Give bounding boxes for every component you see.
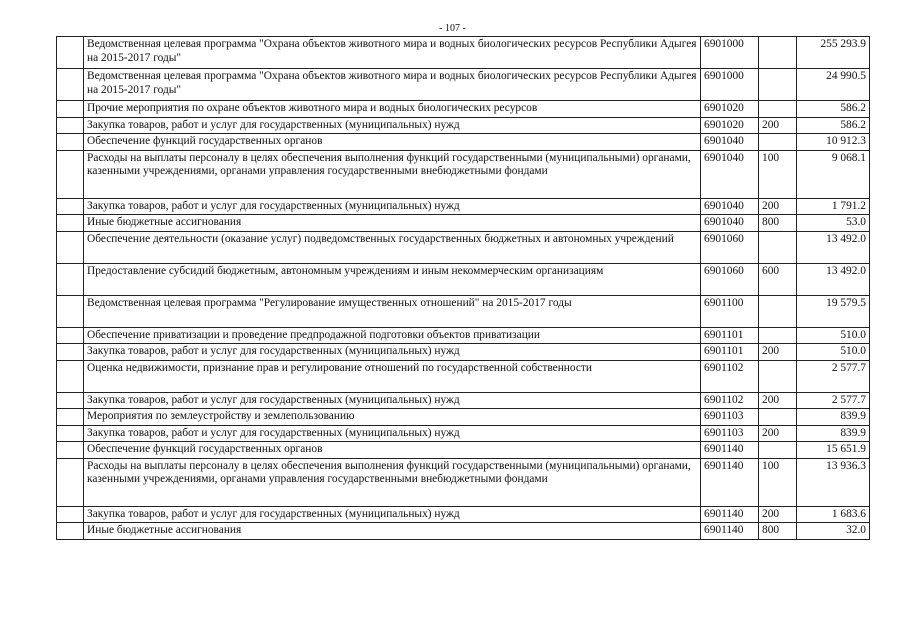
row-number-cell — [57, 392, 84, 409]
expense-type-code-cell — [759, 409, 797, 426]
target-article-code-cell: 6901020 — [701, 117, 759, 134]
amount-cell: 2 577.7 — [797, 360, 870, 392]
expense-name-cell: Закупка товаров, работ и услуг для государственных (муниципальных) нужд — [84, 198, 701, 215]
target-article-code-cell: 6901060 — [701, 231, 759, 263]
amount-cell: 32.0 — [797, 523, 870, 540]
table-row — [57, 458, 870, 506]
row-number-cell — [57, 198, 84, 215]
amount-cell: 13 492.0 — [797, 263, 870, 295]
expense-type-code-cell: 200 — [759, 198, 797, 215]
expense-name-cell: Иные бюджетные ассигнования — [84, 215, 701, 232]
expense-type-code-cell: 100 — [759, 458, 797, 506]
expense-name-cell: Закупка товаров, работ и услуг для государственных (муниципальных) нужд — [84, 344, 701, 361]
amount-cell: 13 936.3 — [797, 458, 870, 506]
table-row — [57, 360, 870, 392]
table-row — [57, 392, 870, 409]
target-article-code-cell: 6901140 — [701, 523, 759, 540]
row-number-cell — [57, 37, 84, 69]
amount-cell: 24 990.5 — [797, 69, 870, 101]
target-article-code-cell: 6901000 — [701, 37, 759, 69]
target-article-code-cell: 6901040 — [701, 150, 759, 198]
row-number-cell — [57, 101, 84, 118]
expense-type-code-cell: 800 — [759, 215, 797, 232]
table-row — [57, 215, 870, 232]
table-row — [57, 344, 870, 361]
expense-type-code-cell: 200 — [759, 117, 797, 134]
row-number-cell — [57, 134, 84, 151]
table-row — [57, 506, 870, 523]
page-number: - 107 - — [439, 23, 466, 34]
row-number-cell — [57, 327, 84, 344]
row-number-cell — [57, 506, 84, 523]
amount-cell: 53.0 — [797, 215, 870, 232]
amount-cell: 9 068.1 — [797, 150, 870, 198]
row-number-cell — [57, 263, 84, 295]
row-number-cell — [57, 231, 84, 263]
expense-name-cell: Расходы на выплаты персоналу в целях обеспечения выполнения функций государственными (муниципальными) органами, казенными учреждениями, органами управления государственными внебюджетными фондами — [84, 458, 701, 506]
row-number-cell — [57, 458, 84, 506]
table-row — [57, 150, 870, 198]
table-row — [57, 327, 870, 344]
target-article-code-cell: 6901103 — [701, 425, 759, 442]
expense-name-cell: Ведомственная целевая программа "Регулирование имущественных отношений" на 2015-2017 годы — [84, 295, 701, 327]
budget-table — [56, 36, 870, 540]
amount-cell: 1 791.2 — [797, 198, 870, 215]
table-row — [57, 37, 870, 69]
target-article-code-cell: 6901100 — [701, 295, 759, 327]
expense-type-code-cell — [759, 69, 797, 101]
table-row — [57, 425, 870, 442]
target-article-code-cell: 6901140 — [701, 442, 759, 459]
expense-name-cell: Расходы на выплаты персоналу в целях обеспечения выполнения функций государственными (муниципальными) органами, казенными учреждениями, органами управления государственными внебюджетными фондами — [84, 150, 701, 198]
budget-table-body — [57, 37, 870, 540]
target-article-code-cell: 6901102 — [701, 392, 759, 409]
amount-cell: 15 651.9 — [797, 442, 870, 459]
table-row — [57, 409, 870, 426]
target-article-code-cell: 6901040 — [701, 198, 759, 215]
expense-name-cell: Ведомственная целевая программа "Охрана объектов животного мира и водных биологических ресурсов Республики Адыгея на 2015-2017 годы" — [84, 69, 701, 101]
amount-cell: 1 683.6 — [797, 506, 870, 523]
row-number-cell — [57, 150, 84, 198]
target-article-code-cell: 6901102 — [701, 360, 759, 392]
amount-cell: 255 293.9 — [797, 37, 870, 69]
table-row — [57, 263, 870, 295]
expense-type-code-cell — [759, 101, 797, 118]
target-article-code-cell: 6901140 — [701, 458, 759, 506]
amount-cell: 10 912.3 — [797, 134, 870, 151]
target-article-code-cell: 6901020 — [701, 101, 759, 118]
amount-cell: 586.2 — [797, 117, 870, 134]
row-number-cell — [57, 295, 84, 327]
target-article-code-cell: 6901060 — [701, 263, 759, 295]
expense-type-code-cell: 200 — [759, 425, 797, 442]
table-row — [57, 134, 870, 151]
expense-name-cell: Закупка товаров, работ и услуг для государственных (муниципальных) нужд — [84, 506, 701, 523]
expense-type-code-cell — [759, 231, 797, 263]
expense-name-cell: Обеспечение деятельности (оказание услуг) подведомственных государственных бюджетных и автономных учреждений — [84, 231, 701, 263]
expense-type-code-cell: 100 — [759, 150, 797, 198]
expense-type-code-cell — [759, 295, 797, 327]
expense-type-code-cell: 200 — [759, 344, 797, 361]
table-row — [57, 69, 870, 101]
expense-name-cell: Иные бюджетные ассигнования — [84, 523, 701, 540]
amount-cell: 510.0 — [797, 327, 870, 344]
expense-type-code-cell: 600 — [759, 263, 797, 295]
row-number-cell — [57, 344, 84, 361]
table-row — [57, 231, 870, 263]
expense-name-cell: Ведомственная целевая программа "Охрана объектов животного мира и водных биологических ресурсов Республики Адыгея на 2015-2017 годы" — [84, 37, 701, 69]
expense-name-cell: Прочие мероприятия по охране объектов животного мира и водных биологических ресурсов — [84, 101, 701, 118]
amount-cell: 510.0 — [797, 344, 870, 361]
expense-name-cell: Предоставление субсидий бюджетным, автономным учреждениям и иным некоммерческим организациям — [84, 263, 701, 295]
target-article-code-cell: 6901040 — [701, 215, 759, 232]
expense-type-code-cell: 200 — [759, 506, 797, 523]
expense-type-code-cell: 800 — [759, 523, 797, 540]
expense-name-cell: Обеспечение функций государственных органов — [84, 134, 701, 151]
expense-type-code-cell — [759, 442, 797, 459]
expense-type-code-cell: 200 — [759, 392, 797, 409]
expense-name-cell: Обеспечение приватизации и проведение предпродажной подготовки объектов приватизации — [84, 327, 701, 344]
row-number-cell — [57, 215, 84, 232]
expense-type-code-cell — [759, 327, 797, 344]
amount-cell: 839.9 — [797, 425, 870, 442]
table-row — [57, 442, 870, 459]
expense-name-cell: Мероприятия по землеустройству и землепользованию — [84, 409, 701, 426]
target-article-code-cell: 6901103 — [701, 409, 759, 426]
expense-name-cell: Обеспечение функций государственных органов — [84, 442, 701, 459]
row-number-cell — [57, 442, 84, 459]
amount-cell: 13 492.0 — [797, 231, 870, 263]
row-number-cell — [57, 409, 84, 426]
expense-name-cell: Закупка товаров, работ и услуг для государственных (муниципальных) нужд — [84, 425, 701, 442]
table-row — [57, 198, 870, 215]
target-article-code-cell: 6901101 — [701, 327, 759, 344]
expense-name-cell: Оценка недвижимости, признание прав и регулирование отношений по государственной собственности — [84, 360, 701, 392]
table-row — [57, 295, 870, 327]
amount-cell: 586.2 — [797, 101, 870, 118]
table-row — [57, 101, 870, 118]
expense-name-cell: Закупка товаров, работ и услуг для государственных (муниципальных) нужд — [84, 117, 701, 134]
row-number-cell — [57, 117, 84, 134]
target-article-code-cell: 6901101 — [701, 344, 759, 361]
amount-cell: 19 579.5 — [797, 295, 870, 327]
amount-cell: 2 577.7 — [797, 392, 870, 409]
amount-cell: 839.9 — [797, 409, 870, 426]
expense-type-code-cell — [759, 134, 797, 151]
target-article-code-cell: 6901140 — [701, 506, 759, 523]
expense-name-cell: Закупка товаров, работ и услуг для государственных (муниципальных) нужд — [84, 392, 701, 409]
row-number-cell — [57, 360, 84, 392]
target-article-code-cell: 6901000 — [701, 69, 759, 101]
expense-type-code-cell — [759, 37, 797, 69]
table-row — [57, 117, 870, 134]
expense-type-code-cell — [759, 360, 797, 392]
target-article-code-cell: 6901040 — [701, 134, 759, 151]
row-number-cell — [57, 523, 84, 540]
table-row — [57, 523, 870, 540]
row-number-cell — [57, 425, 84, 442]
row-number-cell — [57, 69, 84, 101]
